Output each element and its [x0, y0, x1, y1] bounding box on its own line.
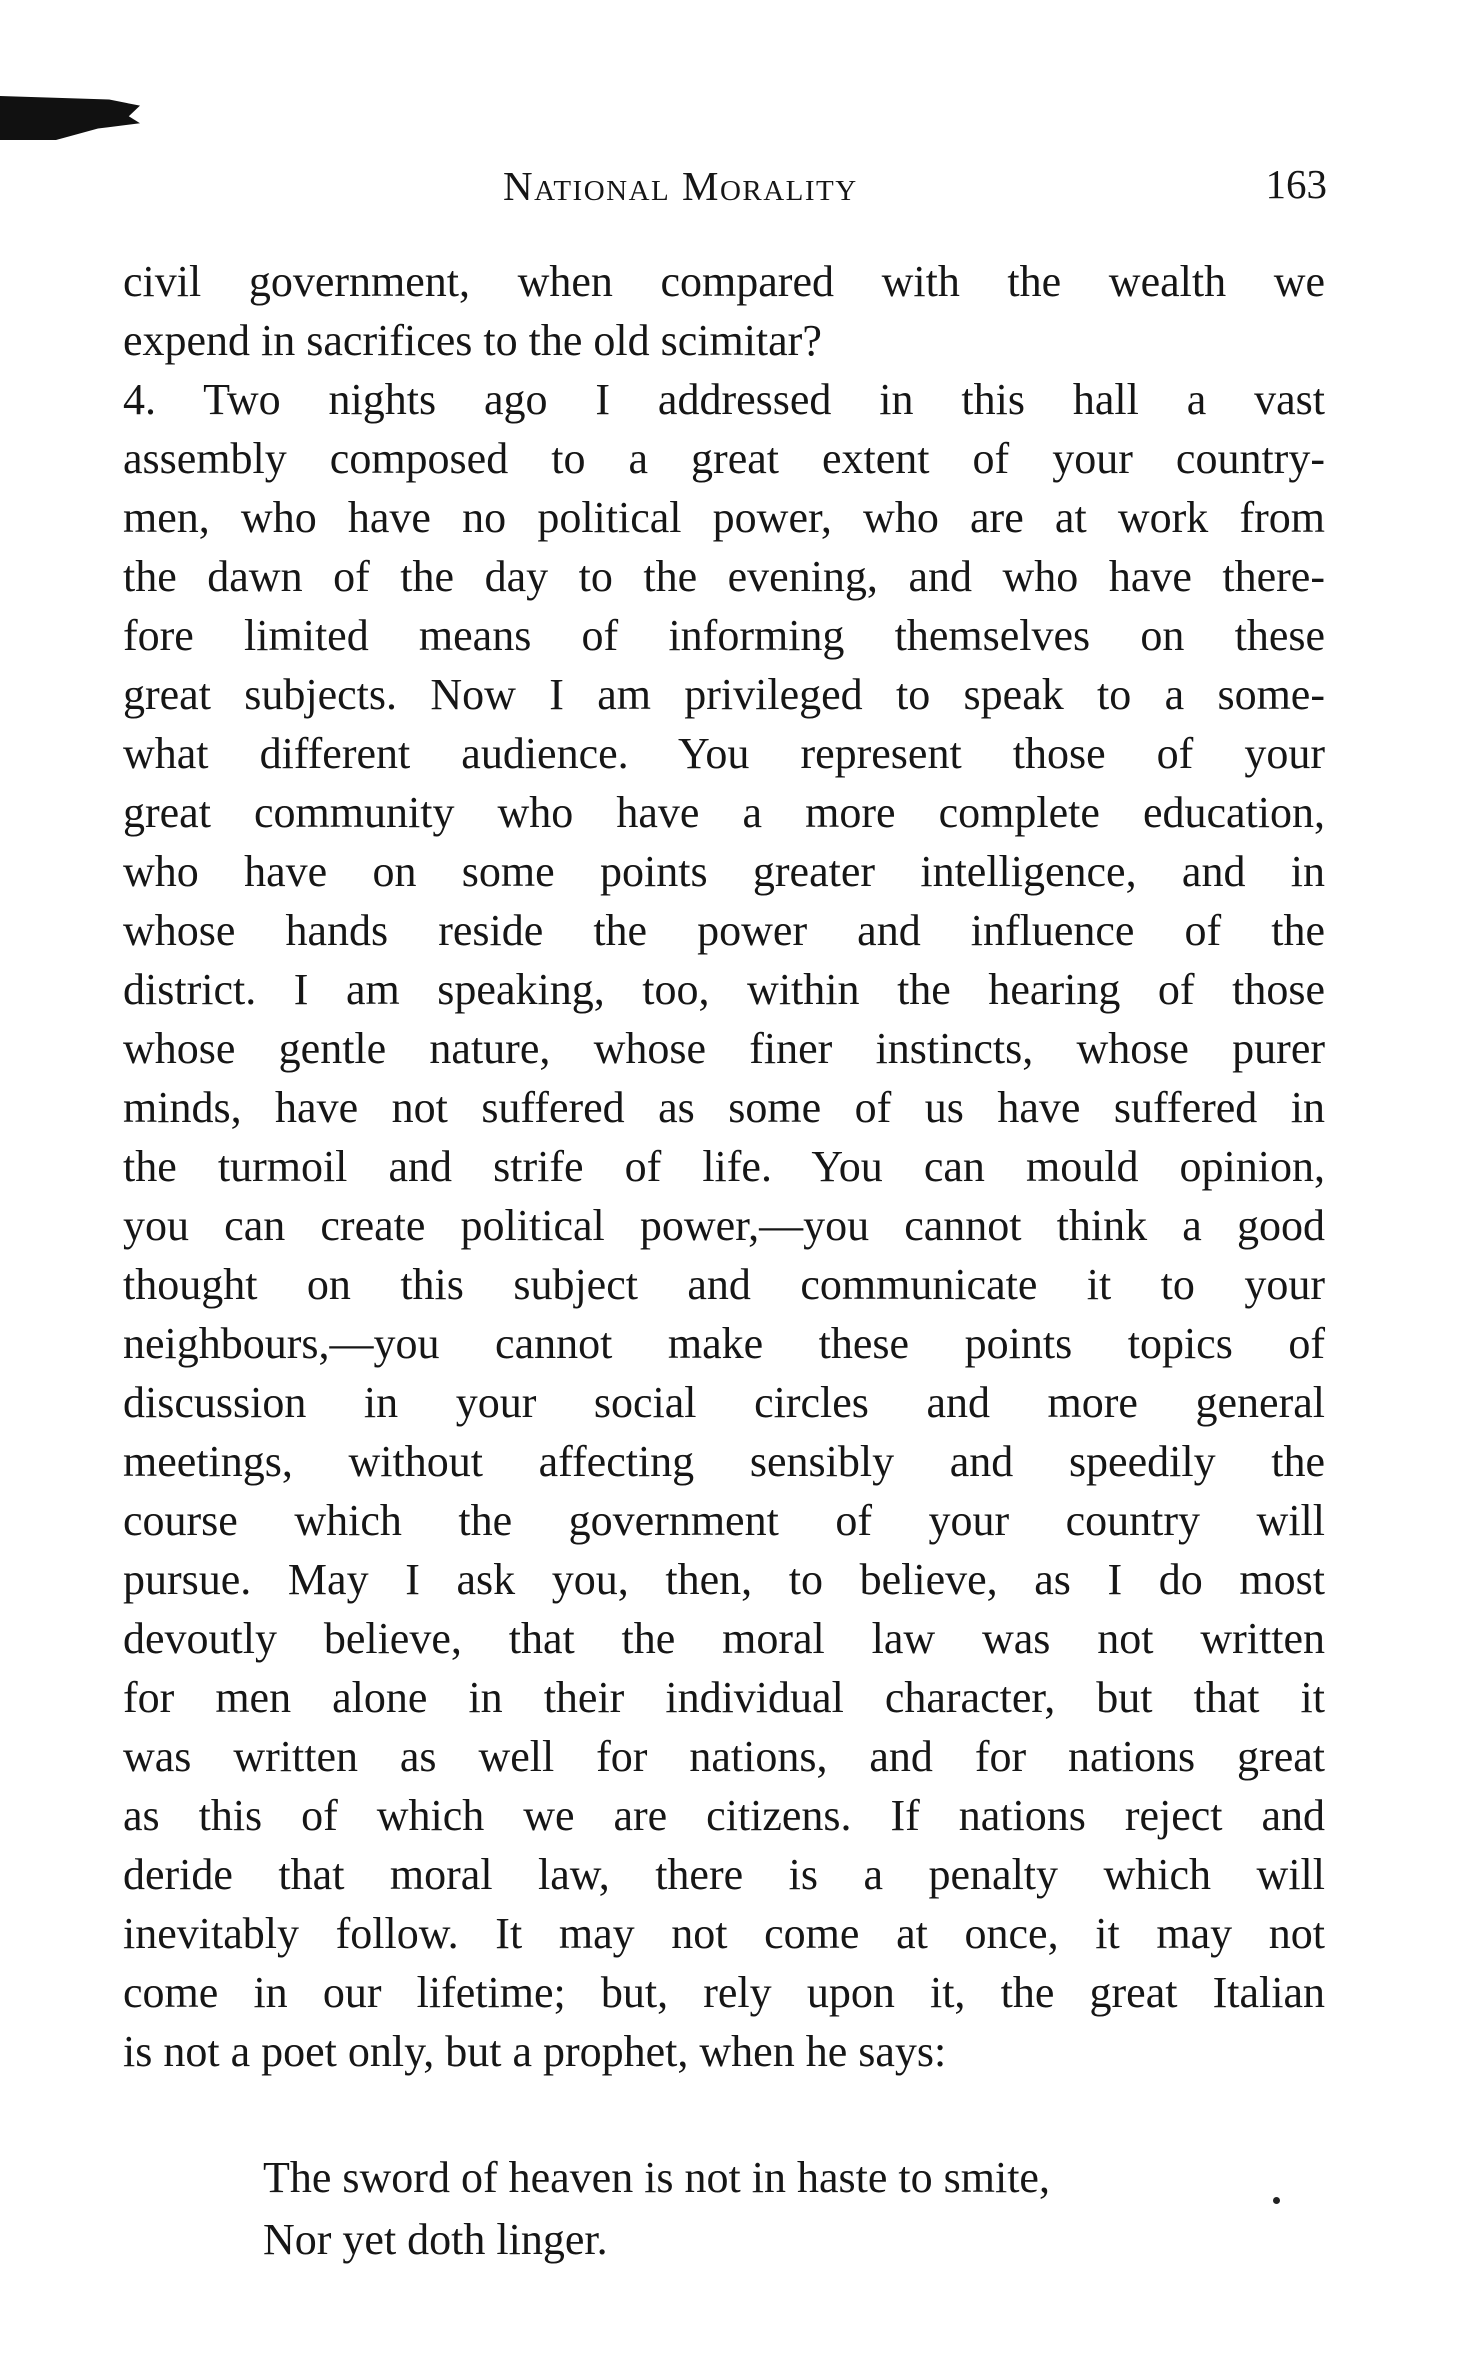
page-number: 163: [1265, 161, 1327, 207]
text-line: whose gentle nature, whose finer instincts, whose purer: [123, 1024, 1325, 1073]
text-line: meetings, without affecting sensibly and speedily the: [123, 1437, 1325, 1486]
scan-edge-mark: [0, 96, 140, 140]
running-head-title: National Morality: [503, 163, 858, 209]
text-line: as this of which we are citizens. If nations reject and: [123, 1791, 1325, 1840]
text-line: fore limited means of informing themselves on these: [123, 611, 1325, 660]
text-line: minds, have not suffered as some of us have suffered in: [123, 1083, 1325, 1132]
text-line: deride that moral law, there is a penalty which will: [123, 1850, 1325, 1899]
text-line: who have on some points greater intelligence, and in: [123, 847, 1325, 896]
text-line: district. I am speaking, too, within the hearing of those: [123, 965, 1325, 1014]
text-line: assembly composed to a great extent of your country-: [123, 434, 1325, 483]
text-line: course which the government of your country will: [123, 1496, 1325, 1545]
stray-ink-dot: [1273, 2197, 1280, 2204]
text-line: expend in sacrifices to the old scimitar?: [123, 316, 822, 365]
text-line: neighbours,—you cannot make these points topics of: [123, 1319, 1325, 1368]
text-line: whose hands reside the power and influence of the: [123, 906, 1325, 955]
text-line: you can create political power,—you cannot think a good: [123, 1201, 1325, 1250]
text-line: was written as well for nations, and for nations great: [123, 1732, 1325, 1781]
text-line: discussion in your social circles and more general: [123, 1378, 1325, 1427]
body-text: [123, 252, 1325, 2081]
text-line: the turmoil and strife of life. You can mould opinion,: [123, 1142, 1325, 1191]
text-line: come in our lifetime; but, rely upon it, the great Italian: [123, 1968, 1325, 2017]
verse-line: Nor yet doth linger.: [263, 2215, 608, 2264]
text-line: devoutly believe, that the moral law was not written: [123, 1614, 1325, 1663]
text-line: great community who have a more complete education,: [123, 788, 1325, 837]
text-line: pursue. May I ask you, then, to believe, as I do most: [123, 1555, 1325, 1604]
text-line: inevitably follow. It may not come at once, it may not: [123, 1909, 1325, 1958]
text-line: great subjects. Now I am privileged to speak to a some-: [123, 670, 1325, 719]
text-line: thought on this subject and communicate it to your: [123, 1260, 1325, 1309]
verse-line: The sword of heaven is not in haste to smite,: [263, 2153, 1050, 2202]
text-line: for men alone in their individual character, but that it: [123, 1673, 1325, 1722]
text-line: 4. Two nights ago I addressed in this hall a vast: [123, 375, 1325, 424]
verse-quotation: [263, 2147, 1363, 2271]
text-line: what different audience. You represent those of your: [123, 729, 1325, 778]
text-line: men, who have no political power, who are at work from: [123, 493, 1325, 542]
text-line: is not a poet only, but a prophet, when he says:: [123, 2027, 947, 2076]
text-line: the dawn of the day to the evening, and who have there-: [123, 552, 1325, 601]
text-line: civil government, when compared with the wealth we: [123, 257, 1325, 306]
